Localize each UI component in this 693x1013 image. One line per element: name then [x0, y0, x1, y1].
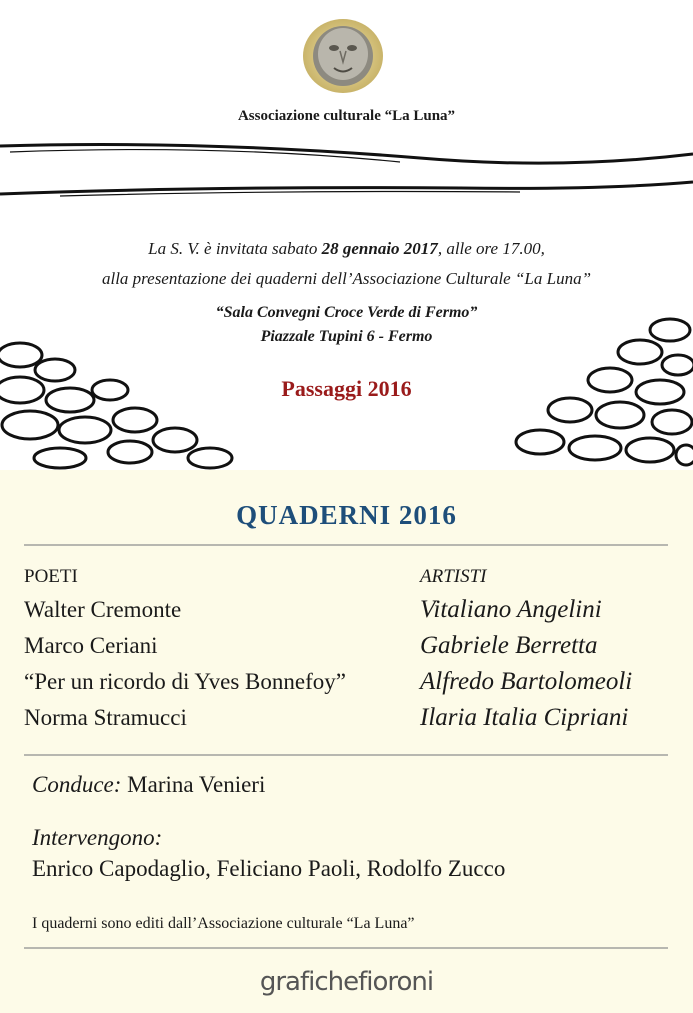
venue-name: “Sala Convegni Croce Verde di Fermo”	[215, 304, 478, 321]
publisher-logo: grafichefioroni	[259, 967, 434, 997]
event-title: Passaggi 2016	[281, 376, 412, 401]
moderator-line	[32, 772, 265, 798]
poets-header: POETI	[24, 566, 78, 587]
speakers-names: Enrico Capodaglio, Feliciano Paoli, Rodolfo Zucco	[32, 856, 506, 881]
moon-face-icon	[302, 18, 384, 94]
moderator-label: Conduce:	[32, 772, 122, 797]
stones-illustration-right	[500, 310, 693, 470]
artists-header: ARTISTI	[420, 566, 487, 587]
artist-item: Ilaria Italia Cipriani	[420, 704, 629, 731]
poet-item: “Per un ricordo di Yves Bonnefoy”	[24, 669, 346, 694]
poets-column	[24, 564, 346, 736]
artists-column	[420, 564, 632, 736]
invitation-header	[0, 0, 693, 470]
divider	[24, 544, 668, 546]
poet-item: Marco Ceriani	[24, 633, 158, 658]
brush-stroke-lines	[0, 130, 693, 210]
poet-item: Norma Stramucci	[24, 705, 187, 730]
publishing-note: I quaderni sono editi dall’Associazione culturale “La Luna”	[32, 915, 415, 932]
divider	[24, 947, 668, 949]
program-panel	[0, 470, 693, 1013]
artist-item: Alfredo Bartolomeoli	[420, 668, 633, 695]
divider	[24, 754, 668, 756]
stones-illustration-left	[0, 330, 250, 470]
artist-item: Vitaliano Angelini	[420, 596, 602, 623]
speakers-label: Intervengono:	[32, 825, 163, 850]
association-name: Associazione culturale “La Luna”	[237, 108, 456, 124]
poet-item: Walter Cremonte	[24, 597, 182, 622]
section-title: QUADERNI 2016	[236, 500, 457, 530]
artist-item: Gabriele Berretta	[420, 632, 598, 659]
invitation-line-2: alla presentazione dei quaderni dell’Associazione Culturale “La Luna”	[101, 269, 592, 288]
event-date: 28 gennaio 2017	[321, 239, 438, 258]
moderator-name: Marina Venieri	[121, 772, 266, 797]
venue-address: Piazzale Tupini 6 - Fermo	[260, 328, 433, 345]
invitation-line-1: La S. V. è invitata sabato 28 gennaio 2017, alle ore 17.00,	[148, 239, 545, 258]
